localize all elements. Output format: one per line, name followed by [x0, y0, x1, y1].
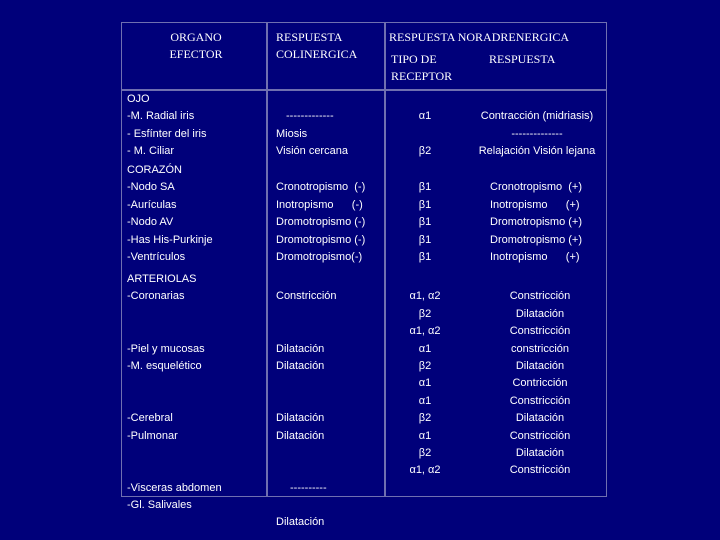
- arteriolas-organ-2: [127, 306, 267, 323]
- header-tipo-receptor: [391, 51, 481, 85]
- ojo-organ-1: -M. Radial iris: [127, 110, 195, 123]
- arteriolas-rec-11: α1, α2: [409, 464, 441, 477]
- header-organo-line2: EFECTOR: [169, 47, 223, 61]
- header-organo-line1: ORGANO: [170, 30, 222, 44]
- arteriolas-rec-9: α1: [418, 429, 432, 442]
- corazon-rec-1: β1: [418, 181, 432, 194]
- arteriolas-rec-10: β2: [418, 446, 432, 459]
- ojo-col-0: [276, 91, 384, 108]
- arteriolas-organ-9: -Pulmonar: [127, 429, 178, 442]
- arteriolas-rec-2: β2: [418, 307, 432, 320]
- arteriolas-col-4: Dilatación: [276, 342, 325, 355]
- arteriolas-organ-0: ARTERIOLAS: [127, 273, 197, 285]
- corazon-colinergica-list: [276, 162, 384, 266]
- arteriolas-col-1: Constricción: [276, 290, 337, 303]
- arteriolas-resp-10: Dilatación: [515, 446, 565, 459]
- ojo-organ-2: - Esfínter del iris: [127, 127, 207, 140]
- ojo-respuesta-list: [462, 91, 612, 161]
- arteriolas-resp-0: [480, 271, 600, 288]
- corazon-rec-2: β1: [418, 198, 432, 211]
- corazon-resp-4: Dromotropismo (+): [490, 233, 582, 246]
- arteriolas-resp-11: Constricción: [509, 464, 571, 477]
- arteriolas-organ-10: [127, 445, 267, 462]
- ojo-rec-2: [395, 126, 455, 143]
- arteriolas-resp-7: Constricción: [509, 394, 571, 407]
- corazon-col-4: Dromotropismo (-): [276, 233, 366, 246]
- arteriolas-respuesta-list: [480, 271, 600, 480]
- corazon-col-2: Inotropismo (-): [276, 198, 363, 211]
- header-organo-efector: [121, 29, 271, 63]
- ojo-receptor-list: [395, 91, 455, 161]
- arteriolas-col-3: [276, 323, 384, 340]
- arteriolas-organ-list: [127, 271, 267, 514]
- corazon-rec-4: β1: [418, 233, 432, 246]
- ojo-organ-3: - M. Ciliar: [127, 145, 175, 158]
- arteriolas-resp-2: Dilatación: [515, 307, 565, 320]
- arteriolas-resp-9: Constricción: [509, 429, 571, 442]
- ojo-resp-3: Relajación Visión lejana: [478, 145, 596, 158]
- arteriolas-organ-11: [127, 462, 267, 479]
- arteriolas-organ-3: [127, 323, 267, 340]
- corazon-col-0: [276, 162, 384, 179]
- arteriolas-resp-8: Dilatación: [515, 412, 565, 425]
- arteriolas-col-9: Dilatación: [276, 429, 325, 442]
- ojo-organ-0: OJO: [127, 93, 150, 105]
- corazon-organ-2: -Aurículas: [127, 198, 177, 211]
- corazon-organ-0: CORAZÓN: [127, 164, 182, 176]
- header-colinergica-line1: RESPUESTA: [276, 30, 343, 44]
- corazon-resp-0: [490, 162, 605, 179]
- arteriolas-col-0: [276, 271, 384, 288]
- ojo-col-2: Miosis: [276, 127, 308, 140]
- ojo-colinergica-list: [276, 91, 384, 161]
- arteriolas-rec-4: α1: [418, 342, 432, 355]
- arteriolas-col-6: [276, 375, 384, 392]
- header-colinergica-line2: COLINERGICA: [276, 47, 358, 61]
- header-tipo-line2: RECEPTOR: [391, 69, 453, 83]
- corazon-col-5: Dromotropismo(-): [276, 250, 363, 263]
- ojo-organ-list: [127, 91, 267, 161]
- arteriolas-rec-6: α1: [418, 377, 432, 390]
- corazon-organ-list: [127, 162, 267, 266]
- arteriolas-organ-8: -Cerebral: [127, 412, 173, 425]
- ojo-rec-0: [395, 91, 455, 108]
- arteriolas-rec-5: β2: [418, 359, 432, 372]
- ojo-col-1: -------------: [286, 110, 334, 123]
- corazon-resp-1: Cronotropismo (+): [490, 181, 583, 194]
- ojo-resp-0: [462, 91, 612, 108]
- header-respuesta: [489, 51, 589, 68]
- corazon-rec-3: β1: [418, 216, 432, 229]
- arteriolas-organ-5: -M. esquelético: [127, 359, 202, 372]
- ojo-resp-1: Contracción (midriasis): [480, 110, 594, 123]
- ojo-rec-1: α1: [418, 110, 432, 123]
- corazon-col-3: Dromotropismo (-): [276, 216, 366, 229]
- arteriolas-rec-8: β2: [418, 412, 432, 425]
- header-respuesta-colinergica: [276, 29, 386, 63]
- header-tipo-line1: TIPO DE: [391, 52, 437, 66]
- corazon-rec-0: [395, 162, 455, 179]
- corazon-resp-2: Inotropismo (+): [490, 198, 580, 211]
- arteriolas-col-5: Dilatación: [276, 359, 325, 372]
- arteriolas-organ-6: [127, 375, 267, 392]
- ojo-rec-3: β2: [418, 145, 432, 158]
- corazon-organ-4: -Has His-Purkinje: [127, 233, 213, 246]
- arteriolas-organ-13: -Gl. Salivales: [127, 499, 192, 512]
- arteriolas-rec-1: α1, α2: [409, 290, 441, 303]
- ojo-resp-2: --------------: [511, 127, 563, 140]
- arteriolas-col-10: [276, 445, 384, 462]
- header-noradrenergica-label: RESPUESTA NORADRENERGICA: [389, 30, 570, 44]
- corazon-resp-3: Dromotropismo (+): [490, 216, 582, 229]
- arteriolas-col-13: [276, 497, 384, 514]
- arteriolas-resp-1: Constricción: [509, 290, 571, 303]
- arteriolas-resp-6: Contricción: [512, 377, 568, 390]
- arteriolas-organ-4: -Piel y mucosas: [127, 342, 205, 355]
- arteriolas-col-2: [276, 306, 384, 323]
- arteriolas-resp-3: Constricción: [509, 325, 571, 338]
- corazon-col-1: Cronotropismo (-): [276, 181, 366, 194]
- arteriolas-col-8: Dilatación: [276, 412, 325, 425]
- ojo-col-3: Visión cercana: [276, 145, 348, 158]
- arteriolas-receptor-list: [395, 271, 455, 480]
- arteriolas-colinergica-list: [276, 271, 384, 532]
- arteriolas-rec-0: [395, 271, 455, 288]
- arteriolas-organ-7: [127, 393, 267, 410]
- corazon-receptor-list: [395, 162, 455, 266]
- corazon-rec-5: β1: [418, 250, 432, 263]
- arteriolas-col-7: [276, 393, 384, 410]
- corazon-organ-5: -Ventrículos: [127, 250, 186, 263]
- corazon-organ-3: -Nodo AV: [127, 216, 174, 229]
- header-respuesta-noradrenergica: [389, 29, 609, 46]
- arteriolas-col-12: ----------: [290, 481, 327, 494]
- corazon-resp-5: Inotropismo (+): [490, 250, 580, 263]
- header-respuesta-label: RESPUESTA: [489, 52, 556, 66]
- arteriolas-organ-12: -Visceras abdomen: [127, 481, 222, 494]
- arteriolas-rec-3: α1, α2: [409, 325, 441, 338]
- arteriolas-col-11: [276, 462, 384, 479]
- arteriolas-rec-7: α1: [418, 394, 432, 407]
- arteriolas-col-14: Dilatación: [276, 516, 325, 529]
- corazon-respuesta-list: [490, 162, 605, 266]
- corazon-organ-1: -Nodo SA: [127, 181, 175, 194]
- arteriolas-resp-5: Dilatación: [515, 359, 565, 372]
- arteriolas-organ-1: -Coronarias: [127, 290, 185, 303]
- arteriolas-resp-4: constricción: [510, 342, 570, 355]
